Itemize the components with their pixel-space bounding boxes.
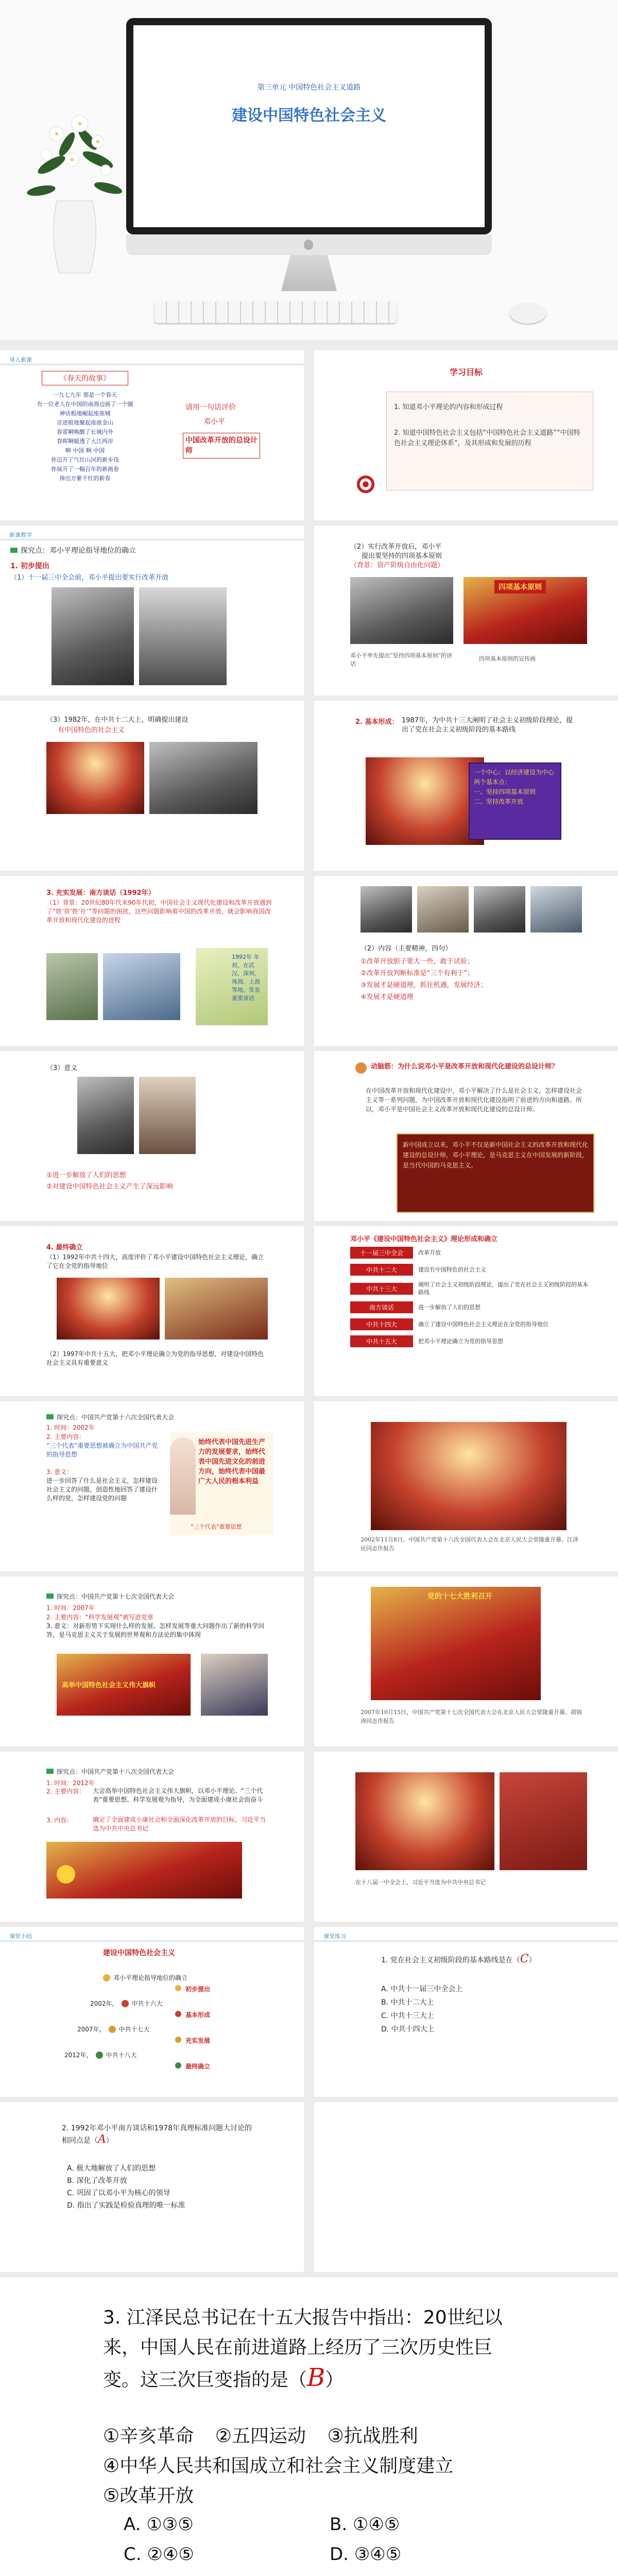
- item-3: ③抗战胜利: [327, 2426, 418, 2447]
- theory-row-value: 阐明了社会主义初级阶段理论，提出了党在社会主义初级阶段的基本路线: [418, 1281, 588, 1296]
- answer-box: [183, 433, 260, 459]
- photo-18th-hall: [355, 1772, 494, 1870]
- monitor-chin: [126, 234, 492, 255]
- photo-jiang: [165, 1278, 268, 1340]
- think-answer: 在中国改革开放和现代化建设中，邓小平解决了什么是社会主义，怎样建设社会主义等一系列问题，为中国改革开放和现代化建设指明了前进的方向和道路。所以，邓小平是中国社会主义改革开放和现代化建设的总设计师。: [366, 1087, 582, 1113]
- section-text: 1987年，为中共十三大阐明了社会主义初级阶段理论，提出了党在社会主义初级阶段的基本路线: [402, 717, 573, 734]
- keyboard-image: [154, 301, 397, 323]
- slide-summary: [0, 1927, 304, 2097]
- caption-right: 四项基本原则的宣传画: [479, 655, 536, 662]
- option-d[interactable]: D. 指出了实践是检验真理的唯一标准: [67, 2201, 185, 2210]
- time-line: 1. 时间：2012年: [46, 1780, 95, 1787]
- theory-row: [350, 1264, 592, 1276]
- option-c[interactable]: C. 中共十三大上: [381, 2012, 434, 2020]
- photo-3: [474, 886, 525, 933]
- answer-box-text: 中国改革开放的总设计师: [185, 436, 258, 455]
- answer-3: B: [307, 2363, 325, 2392]
- poem-box: [15, 371, 154, 510]
- photo-poster: [464, 577, 587, 644]
- slide-tag: 导入新课: [9, 357, 32, 363]
- content-item-1: ①改革开放胆子要大一些，敢于试验；: [360, 958, 474, 965]
- meaning-2: ②对建设中国特色社会主义产生了深远影响: [46, 1183, 173, 1191]
- timeline-label: 充实发展: [185, 2037, 211, 2044]
- timeline-label-dot: [175, 1985, 181, 1991]
- flag-icon: [10, 548, 18, 553]
- slide-exercise-1: [314, 1927, 618, 2097]
- map-text: 1992年 年初，在武汉、深圳、珠海、上海等地，发表重要谈话: [232, 954, 260, 1002]
- photo-16th-congress: [371, 1422, 566, 1530]
- timeline-label-dot: [175, 2037, 181, 2043]
- timeline-year: 2012年，: [64, 2052, 93, 2059]
- content-head: （2）内容（主要精神，四句）: [360, 945, 452, 953]
- slide-southern-tour: [0, 876, 304, 1046]
- flag-icon: [46, 1414, 54, 1419]
- goals-title: 学习目标: [449, 367, 483, 377]
- think-box: [397, 1133, 594, 1213]
- mouse-image: [510, 303, 546, 324]
- theory-row-key: 南方谈话: [350, 1301, 413, 1313]
- slide-final-establish: [0, 1226, 304, 1396]
- slide-initial-proposal: [0, 526, 304, 696]
- section-head: 3. 充实发展：南方谈话（1992年）: [46, 889, 155, 897]
- summary-timeline: [52, 1968, 283, 2081]
- sub-heading: 1. 初步提出: [10, 562, 49, 570]
- slide-intro: [0, 350, 304, 520]
- photo-deng-smile: [139, 1077, 196, 1154]
- photo-deng-walk: [103, 953, 180, 1020]
- timeline-event: 中共十七大: [118, 2026, 150, 2033]
- section-head: 2. 基本形成：: [355, 718, 399, 726]
- slide-18th-congress: [0, 1752, 304, 1922]
- section-heading: 探究点：中国共产党第十六次全国代表大会: [46, 1413, 174, 1421]
- photo-4: [530, 886, 582, 933]
- poem-line: 春雷啊唤醒了长城内外: [57, 429, 113, 435]
- meaning-line: 3. 意义：对新形势下实现什么样的发展、怎样发展等重大问题作出了新的科学回答，是马克思主义关于发展的世界观和方法论的集中体现: [46, 1622, 265, 1638]
- photo-caption: 2002年11月8日，中国共产党第十六次全国代表大会在北京人民大会堂隆重开幕。江泽民同志作报告: [360, 1536, 578, 1552]
- slide-theory-summary: [314, 1226, 618, 1396]
- slide-12th-congress: [0, 701, 304, 871]
- goals-box: [386, 392, 593, 490]
- photo-17th-poster: [371, 1587, 541, 1700]
- theory-row-value: 改革开放: [418, 1249, 441, 1256]
- section-heading: 探究点：邓小平理论指导地位的确立: [10, 545, 136, 555]
- section-head: （3）意义: [46, 1064, 78, 1072]
- text-line1: （1）1992年中共十四大，高度评价了邓小平建设中国特色社会主义理论，确立了它在全党的指导地位: [46, 1253, 264, 1269]
- theory-row: [350, 1301, 592, 1313]
- cover-unit: 第三单元 中国特色社会主义道路: [257, 83, 361, 92]
- summary-title: 建设中国特色社会主义: [103, 1949, 175, 1957]
- photo-xi: [500, 1772, 587, 1870]
- theory-row-value: 把邓小平理论确立为党的指导思想: [418, 1338, 503, 1345]
- theory-row: [350, 1281, 592, 1296]
- timeline-label: 初步提出: [185, 1986, 211, 1993]
- meaning-text: 确定了全面建成小康社会和全面深化改革开放的目标，习近平当选为中共中央总书记: [93, 1816, 266, 1832]
- theory-row-key: 中共十二大: [350, 1264, 413, 1276]
- poem-line: 一九七九年 那是一个春天: [53, 392, 117, 398]
- portrait-icon: [170, 1437, 196, 1515]
- slide-16th-congress: [0, 1401, 304, 1571]
- meaning-label: 3. 内容：: [46, 1817, 73, 1824]
- option-b[interactable]: B. 中共十二大上: [381, 1998, 434, 2007]
- content-line: 2. 主要内容：“科学发展观”被写进党章: [46, 1614, 153, 1621]
- box-line-2: 两个基本点：: [474, 778, 511, 786]
- option-b[interactable]: B. ①④⑤: [330, 2514, 400, 2535]
- think-box-text: 新中国成立以来，邓小平不仅是新中国社会主义的改革开放和现代化建设的总设计师，邓小平理论，是马克思主义在中国发展的新阶段，是当代中国的马克思主义。: [403, 1141, 589, 1169]
- meaning-text: 进一步回答了什么是社会主义，怎样建设社会主义的问题，创造性地回答了建设什么样的党，怎样建设党的问题: [46, 1477, 158, 1502]
- question-1: 1. 党在社会主义初级阶段的基本路线是在（C）: [381, 1953, 536, 1965]
- photo-deng-speech: [52, 587, 134, 685]
- target-icon: [355, 474, 376, 495]
- text-line: （1）十一届三中全会前，邓小平提出要实行改革开放: [10, 574, 169, 582]
- quote-text: 始终代表中国先进生产力的发展要求，始终代表中国先进文化的前进方向，始终代表中国最广大人民的根本利益: [198, 1438, 266, 1485]
- theory-rows: [350, 1247, 592, 1352]
- content-item-4: ④发展才是硬道理: [360, 993, 414, 1001]
- slide-tour-content: [314, 876, 618, 1046]
- content-item-2: ②改革开放判断标准是“三个有利于”；: [360, 970, 474, 977]
- slide-17th-photo: [314, 1577, 618, 1747]
- theory-row-key: 十一届三中全会: [350, 1247, 413, 1259]
- item-1: ①辛亥革命: [103, 2426, 194, 2447]
- flower-vase-image: [21, 103, 129, 299]
- cover-title: 建设中国特色社会主义: [232, 107, 386, 125]
- poem-line: 你展开了一幅百年的新画卷: [51, 466, 119, 472]
- option-b[interactable]: B. 深化了改革开放: [67, 2177, 127, 2185]
- quote-title: “三个代表”重要思想: [191, 1523, 242, 1530]
- item-4: ④中华人民共和国成立和社会主义制度建立: [103, 2455, 454, 2477]
- timeline-event: 中共十八大: [106, 2052, 137, 2059]
- poem-title: 《春天的故事》: [42, 371, 128, 385]
- prompt-line2: 邓小平: [203, 418, 225, 426]
- time-line: 1. 时间：2002年: [46, 1424, 95, 1431]
- photo-deng-congress: [149, 742, 258, 814]
- theory-row: [350, 1318, 592, 1330]
- photo-14th-congress: [57, 1278, 160, 1340]
- quote-box: [170, 1432, 273, 1535]
- box-line-1: 一个中心：以经济建设为中心: [474, 769, 555, 776]
- content-label: 2. 主要内容：: [46, 1788, 85, 1795]
- photo-southern-tour: [46, 953, 98, 1020]
- poster-badge: 党的十七大胜利召开: [427, 1592, 492, 1601]
- slide-blank: [314, 2102, 618, 2272]
- photo-deng-wave: [77, 1077, 134, 1154]
- theory-row-value: 建设有中国特色的社会主义: [418, 1266, 486, 1273]
- photo-meeting: [350, 577, 453, 644]
- timeline-year: 2007年，: [77, 2026, 106, 2033]
- emblem-icon: [57, 1865, 75, 1884]
- summary-title: 邓小平《建设中国特色社会主义》理论形成和确立: [350, 1235, 498, 1243]
- option-a[interactable]: A. ①③⑤: [124, 2514, 194, 2535]
- slide-basic-formation: [314, 701, 618, 871]
- timeline-event: 邓小平理论指导地位的确立: [113, 1974, 188, 1981]
- cover-slide: [0, 0, 618, 340]
- monitor-stand: [278, 255, 340, 291]
- timeline-dot: [122, 2000, 129, 2007]
- photo-2: [417, 886, 469, 933]
- photo-13th-congress: [366, 757, 484, 845]
- photo-caption: 在十八届一中全会上，习近平当选为中共中央总书记: [355, 1879, 486, 1886]
- slide-four-principles: [314, 526, 618, 696]
- poem-line: 你迈开了气壮山河的新步伐: [51, 456, 119, 463]
- timeline-row: [64, 2050, 142, 2059]
- item-2: ②五四运动: [215, 2426, 306, 2447]
- timeline-label-dot: [175, 2011, 181, 2017]
- question-3: 3. 江泽民总书记在十五大报告中指出：20世纪以来，中国人民在前进道路上经历了三次历史性巨变。这三次巨变指的是（B）: [103, 2307, 503, 2392]
- monitor-screen: [133, 25, 485, 227]
- item-5: ⑤改革开放: [103, 2485, 194, 2506]
- photo-congress-hall: [46, 742, 144, 814]
- timeline-year: 2002年，: [90, 2000, 118, 2007]
- slide-goals: [314, 350, 618, 520]
- map-box: [196, 948, 268, 1025]
- theory-row: [350, 1247, 592, 1259]
- photo-caption: 2007年10月15日，中国共产党第十七次全国代表大会在北京人民大会堂隆重开幕。胡锦涛同志作报告: [360, 1709, 582, 1724]
- poem-line: 啊 中国 啊 中国: [65, 447, 105, 454]
- timeline-label-dot: [175, 2062, 181, 2069]
- poem-line: 捧出万紫千红的新春: [59, 475, 111, 482]
- option-a[interactable]: A. 极大地解放了人们的思想: [67, 2164, 156, 2173]
- poem-line: 奇迹般地聚起座座金山: [57, 419, 113, 426]
- box-line-4: 二、坚持改革开放: [474, 798, 524, 805]
- poem-lines: [15, 391, 154, 483]
- item-line-1: [103, 2421, 418, 2448]
- poem-line: 春晖啊暖透了大江两岸: [57, 438, 113, 445]
- caption-left: 邓小平率先提出“坚持四项基本原则”的讲话: [350, 652, 453, 667]
- slide-tag: 课堂练习: [323, 1933, 346, 1940]
- slide-17th-congress: [0, 1577, 304, 1747]
- timeline-dot: [96, 2052, 103, 2059]
- theory-row: [350, 1335, 592, 1347]
- theory-row-key: 中共十四大: [350, 1318, 413, 1330]
- text-line1: （3）1982年，在中共十二大上，明确提出建设: [46, 716, 188, 724]
- timeline-dot: [109, 2026, 116, 2033]
- timeline-label: 最终确立: [185, 2063, 211, 2070]
- timeline-row: [103, 1973, 193, 1982]
- section-head: 4. 最终确立: [46, 1244, 83, 1251]
- banner-photo: [46, 1842, 242, 1899]
- slide-tag: 新课教学: [9, 532, 32, 538]
- text-line1: （2）实行改革开放后，邓小平: [350, 543, 442, 551]
- text-background: （背景：资产阶级自由化问题）: [350, 562, 444, 569]
- text-line2: 提出要坚持的四项基本原则: [362, 552, 442, 560]
- slide-18th-photo: [314, 1752, 618, 1922]
- monitor-frame: [126, 18, 492, 234]
- slide-exercise-2: [0, 2102, 304, 2272]
- option-c[interactable]: C. ②④⑤: [124, 2544, 194, 2565]
- photo-hu: [201, 1654, 268, 1716]
- section-heading: 探究点：中国共产党第十七次全国代表大会: [46, 1592, 174, 1601]
- question-2: 2. 1992年邓小平南方谈话和1978年真理标准问题大讨论的相同点是（A）: [62, 2124, 252, 2146]
- text-line2: （2）1997年中共十五大，把邓小平理论确立为党的指导思想，对建设中国特色社会主义具有重要意义: [46, 1350, 264, 1366]
- option-d[interactable]: D. ③④⑤: [330, 2544, 402, 2565]
- theory-row-key: 中共十五大: [350, 1335, 413, 1347]
- slide-think: [314, 1051, 618, 1221]
- flag-icon: [46, 1769, 54, 1774]
- section-heading: 探究点：中国共产党第十八次全国代表大会: [46, 1767, 174, 1776]
- content-text: “三个代表”重要思想被确立为中国共产党的指导思想: [46, 1442, 158, 1458]
- apple-logo-icon: [304, 240, 313, 250]
- content-text: 大会高举中国特色社会主义伟大旗帜，以邓小平理论、“三个代表”重要思想、科学发展观为指导，为全面建成小康社会而奋斗: [93, 1787, 263, 1803]
- content-label: 2. 主要内容：: [46, 1433, 85, 1440]
- slide-16th-photo: [314, 1401, 618, 1571]
- text-line2: 有中国特色的社会主义: [58, 726, 125, 734]
- slide-exercise-3: [0, 2277, 618, 2576]
- poem-line: 有一位老人在中国的南海边画了一个圈: [37, 401, 133, 408]
- photo-deng-portrait: [139, 587, 227, 685]
- theory-row-value: 确立了建设中国特色社会主义理论在全党的指导地位: [418, 1321, 548, 1328]
- timeline-row: [90, 1999, 168, 2008]
- option-d[interactable]: D. 中共十四大上: [381, 2025, 435, 2033]
- timeline-dot: [103, 1974, 110, 1981]
- banner-photo: [57, 1654, 191, 1716]
- slide-tag: 课堂小结: [9, 1933, 32, 1940]
- timeline-row: [77, 2025, 155, 2033]
- content-item-3: ③发展才是硬道理，抓住机遇，发展经济；: [360, 981, 487, 989]
- box-line-3: 一、坚持四项基本原则: [474, 788, 536, 795]
- poem-line: 神话般地崛起座座城: [59, 410, 111, 417]
- option-a[interactable]: A. 中共十一届三中全会上: [381, 1985, 463, 1993]
- option-c[interactable]: C. 巩固了以邓小平为核心的领导: [67, 2189, 170, 2197]
- answer-1: C: [520, 1953, 529, 1965]
- meaning-1: ①进一步解放了人们的思想: [46, 1172, 126, 1179]
- banner-text: 高举中国特色社会主义伟大旗帜: [62, 1682, 156, 1689]
- flag-icon: [46, 1594, 54, 1599]
- answer-2: A: [98, 2133, 106, 2146]
- theory-row-value: 进一步解放了人们的思想: [418, 1304, 480, 1311]
- basic-line-box: [469, 762, 561, 840]
- brain-icon: [355, 1062, 367, 1074]
- poster-badge: 四项基本原则: [494, 580, 546, 594]
- think-question: 动脑筋：为什么说邓小平是改革开放和现代化建设的总设计师？: [371, 1063, 559, 1071]
- goal-1: 1. 知道邓小平理论的内容和形成过程: [394, 403, 503, 411]
- goal-2: 2. 知道中国特色社会主义包括“中国特色社会主义道路”“中国特色社会主义理论体系”，及其形成和发展的历程: [394, 429, 580, 447]
- section-text: （1）背景：20世纪80年代末90年代初，中国社会主义现代化建设和改革开放遇到了“姓‘资’姓‘社’”等问题的困扰，这些问题影响着中国的改革开放，就会影响我国改革开放和现代化建设的进程: [46, 899, 272, 924]
- photo-1: [360, 886, 412, 933]
- meaning-label: 3. 意义：: [46, 1468, 73, 1476]
- time-line: 1. 时间：2007年: [46, 1604, 95, 1612]
- timeline-label: 基本形成: [185, 2011, 211, 2019]
- slide-significance: [0, 1051, 304, 1221]
- theory-row-key: 中共十三大: [350, 1283, 413, 1295]
- prompt-line1: 请用一句话评价: [185, 403, 236, 412]
- timeline-event: 中共十六大: [131, 2000, 163, 2007]
